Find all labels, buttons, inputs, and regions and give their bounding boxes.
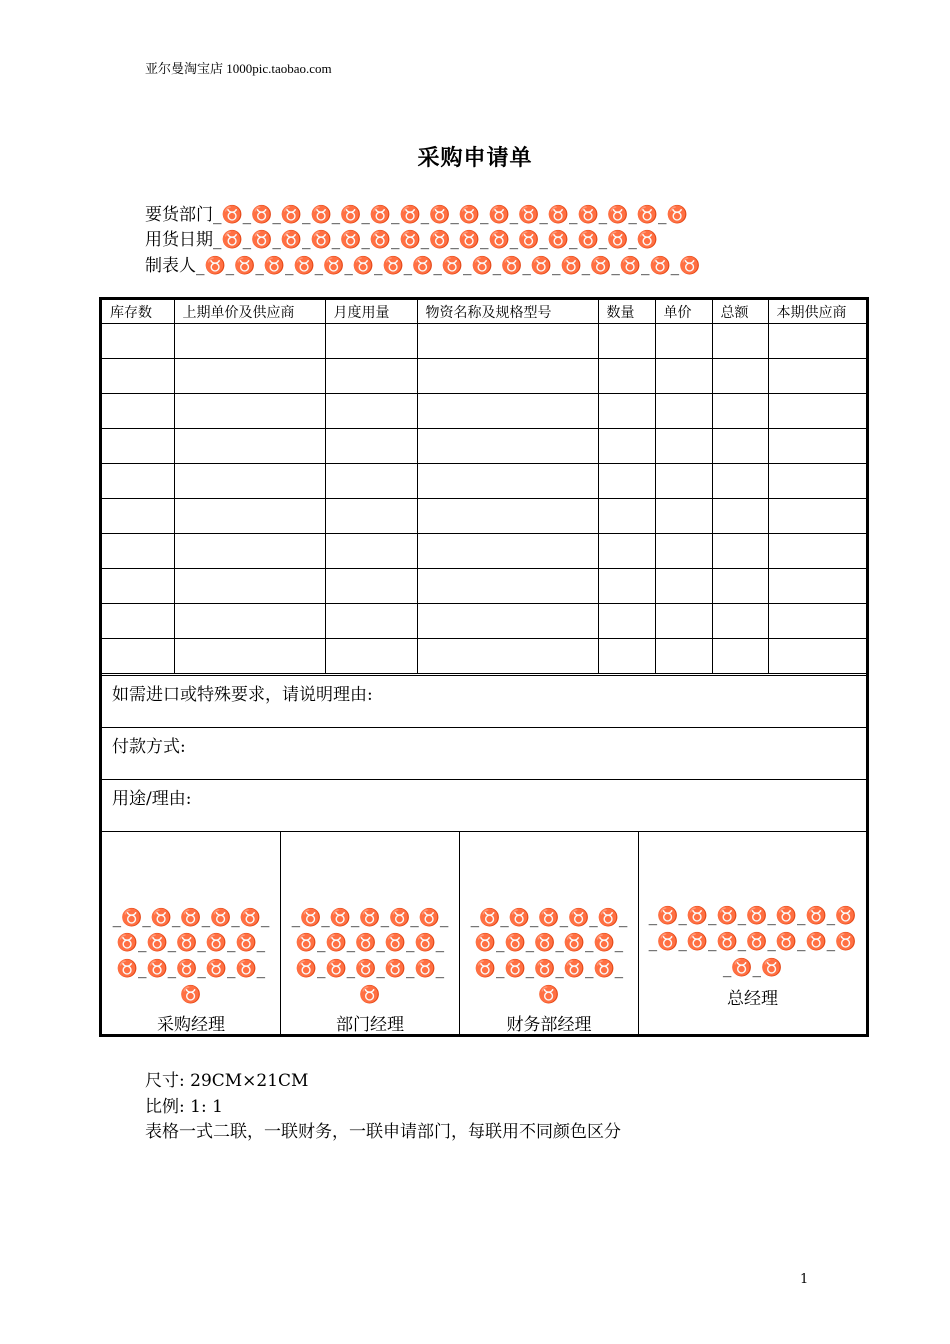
table-cell[interactable] (712, 499, 768, 534)
table-cell[interactable] (417, 324, 598, 359)
table-cell[interactable] (655, 499, 712, 534)
table-cell[interactable] (102, 534, 174, 569)
table-row (102, 569, 866, 604)
table-cell[interactable] (325, 359, 417, 394)
table-cell[interactable] (712, 464, 768, 499)
table-cell[interactable] (417, 639, 598, 674)
table-cell[interactable] (174, 464, 325, 499)
table-cell[interactable] (102, 359, 174, 394)
table-row (102, 394, 866, 429)
col-header-last-price: 上期单价及供应商 (174, 300, 325, 324)
table-cell[interactable] (768, 499, 866, 534)
signature-line: _♉_♉_♉_♉_♉_♉_♉ (648, 932, 857, 952)
col-header-supplier: 本期供应商 (768, 300, 866, 324)
table-cell[interactable] (712, 359, 768, 394)
date-field[interactable]: 用货日期_♉_♉_♉_♉_♉_♉_♉_♉_♉_♉_♉_♉_♉_♉_♉ (145, 230, 659, 250)
table-cell[interactable] (712, 429, 768, 464)
table-cell[interactable] (417, 359, 598, 394)
table-cell[interactable] (325, 639, 417, 674)
table-cell[interactable] (174, 499, 325, 534)
table-cell[interactable] (102, 639, 174, 674)
signature-finance-manager[interactable] (459, 832, 638, 1034)
table-cell[interactable] (655, 604, 712, 639)
table-cell[interactable] (598, 394, 655, 429)
table-cell[interactable] (417, 464, 598, 499)
special-requirement-field[interactable]: 如需进口或特殊要求，请说明理由: (102, 675, 866, 727)
col-header-monthly-usage: 月度用量 (325, 300, 417, 324)
signature-label: 总经理 (727, 989, 778, 1009)
signature-line: ♉ (359, 985, 381, 1005)
table-cell[interactable] (174, 639, 325, 674)
preparer-field[interactable]: 制表人_♉_♉_♉_♉_♉_♉_♉_♉_♉_♉_♉_♉_♉_♉_♉_♉_♉ (145, 256, 701, 276)
table-cell[interactable] (417, 429, 598, 464)
table-cell[interactable] (417, 569, 598, 604)
table-cell[interactable] (417, 534, 598, 569)
table-cell[interactable] (417, 499, 598, 534)
table-cell[interactable] (325, 429, 417, 464)
table-cell[interactable] (768, 324, 866, 359)
table-row (102, 464, 866, 499)
table-cell[interactable] (598, 604, 655, 639)
col-header-stock: 库存数 (102, 300, 174, 324)
table-row (102, 324, 866, 359)
signature-line: ♉ (538, 985, 560, 1005)
col-header-total: 总额 (712, 300, 768, 324)
table-cell[interactable] (325, 324, 417, 359)
table-cell[interactable] (768, 429, 866, 464)
table-cell[interactable] (174, 324, 325, 359)
table-row (102, 604, 866, 639)
table-cell[interactable] (325, 604, 417, 639)
table-cell[interactable] (174, 429, 325, 464)
table-row (102, 499, 866, 534)
table-cell[interactable] (102, 604, 174, 639)
signature-general-manager[interactable] (638, 832, 866, 1034)
table-cell[interactable] (712, 639, 768, 674)
table-cell[interactable] (768, 569, 866, 604)
table-cell[interactable] (417, 394, 598, 429)
table-cell[interactable] (768, 639, 866, 674)
table-cell[interactable] (655, 324, 712, 359)
table-header-row (102, 300, 866, 324)
scale-note: 比例: 1: 1 (145, 1097, 223, 1117)
table-cell[interactable] (768, 394, 866, 429)
table-cell[interactable] (325, 569, 417, 604)
table-cell[interactable] (598, 499, 655, 534)
table-cell[interactable] (768, 359, 866, 394)
signature-department-manager[interactable] (280, 832, 459, 1034)
signature-line: _♉_♉_♉_♉_♉_♉_♉ (648, 906, 857, 926)
table-cell[interactable] (598, 639, 655, 674)
signature-line: _♉_♉_♉_♉_♉_ (470, 908, 628, 928)
signature-line: _♉_♉ (722, 958, 783, 978)
form-title: 采购申请单 (417, 145, 533, 171)
signature-line: ♉_♉_♉_♉_♉_ (295, 959, 445, 979)
table-row (102, 534, 866, 569)
table-cell[interactable] (655, 429, 712, 464)
table-cell[interactable] (768, 604, 866, 639)
table-cell[interactable] (655, 639, 712, 674)
signature-line: ♉_♉_♉_♉_♉_ (474, 933, 624, 953)
table-cell[interactable] (712, 569, 768, 604)
signature-label: 采购经理 (157, 1015, 225, 1035)
signature-line: ♉ (180, 985, 202, 1005)
table-cell[interactable] (655, 464, 712, 499)
signature-label: 财务部经理 (506, 1015, 592, 1035)
table-cell[interactable] (598, 324, 655, 359)
table-cell[interactable] (325, 394, 417, 429)
table-cell[interactable] (598, 464, 655, 499)
signature-row (102, 831, 866, 1034)
signature-line: _♉_♉_♉_♉_♉_ (291, 908, 449, 928)
signature-purchasing-manager[interactable] (102, 832, 280, 1034)
table-cell[interactable] (102, 324, 174, 359)
purpose-field[interactable]: 用途/理由: (102, 779, 866, 831)
table-cell[interactable] (417, 604, 598, 639)
col-header-unit-price: 单价 (655, 300, 712, 324)
copies-note: 表格一式二联，一联财务，一联申请部门，每联用不同颜色区分 (145, 1122, 621, 1142)
page-number: 1 (800, 1272, 809, 1287)
table-cell[interactable] (174, 604, 325, 639)
table-cell[interactable] (102, 464, 174, 499)
col-header-item-name: 物资名称及规格型号 (417, 300, 598, 324)
table-cell[interactable] (102, 569, 174, 604)
table-row (102, 359, 866, 394)
table-row (102, 639, 866, 674)
table-cell[interactable] (325, 464, 417, 499)
table-cell[interactable] (325, 499, 417, 534)
table-cell[interactable] (174, 359, 325, 394)
signature-line: ♉_♉_♉_♉_♉_ (474, 959, 624, 979)
table-cell[interactable] (325, 534, 417, 569)
table-cell[interactable] (598, 359, 655, 394)
table-cell[interactable] (712, 394, 768, 429)
table-cell[interactable] (768, 464, 866, 499)
table-cell[interactable] (712, 534, 768, 569)
payment-method-field[interactable]: 付款方式: (102, 727, 866, 779)
signature-line: ♉_♉_♉_♉_♉_ (116, 959, 266, 979)
items-table (102, 300, 866, 674)
table-row (102, 429, 866, 464)
signature-label: 部门经理 (336, 1015, 404, 1035)
table-cell[interactable] (655, 569, 712, 604)
table-cell[interactable] (768, 534, 866, 569)
page-header: 亚尔曼淘宝店 1000pic.taobao.com (145, 61, 332, 76)
table-cell[interactable] (102, 499, 174, 534)
table-cell[interactable] (598, 534, 655, 569)
table-cell[interactable] (174, 569, 325, 604)
table-cell[interactable] (174, 394, 325, 429)
signature-line: ♉_♉_♉_♉_♉_ (295, 933, 445, 953)
col-header-quantity: 数量 (598, 300, 655, 324)
signature-line: ♉_♉_♉_♉_♉_ (116, 933, 266, 953)
table-cell[interactable] (712, 324, 768, 359)
department-field[interactable]: 要货部门_♉_♉_♉_♉_♉_♉_♉_♉_♉_♉_♉_♉_♉_♉_♉_♉ (145, 205, 688, 225)
form-frame (99, 297, 869, 1037)
size-note: 尺寸: 29CM×21CM (145, 1071, 309, 1091)
table-cell[interactable] (655, 394, 712, 429)
table-cell[interactable] (102, 429, 174, 464)
table-cell[interactable] (174, 534, 325, 569)
table-cell[interactable] (598, 429, 655, 464)
table-cell[interactable] (655, 359, 712, 394)
table-cell[interactable] (102, 394, 174, 429)
table-cell[interactable] (712, 604, 768, 639)
table-cell[interactable] (598, 569, 655, 604)
table-cell[interactable] (655, 534, 712, 569)
signature-line: _♉_♉_♉_♉_♉_ (112, 908, 270, 928)
